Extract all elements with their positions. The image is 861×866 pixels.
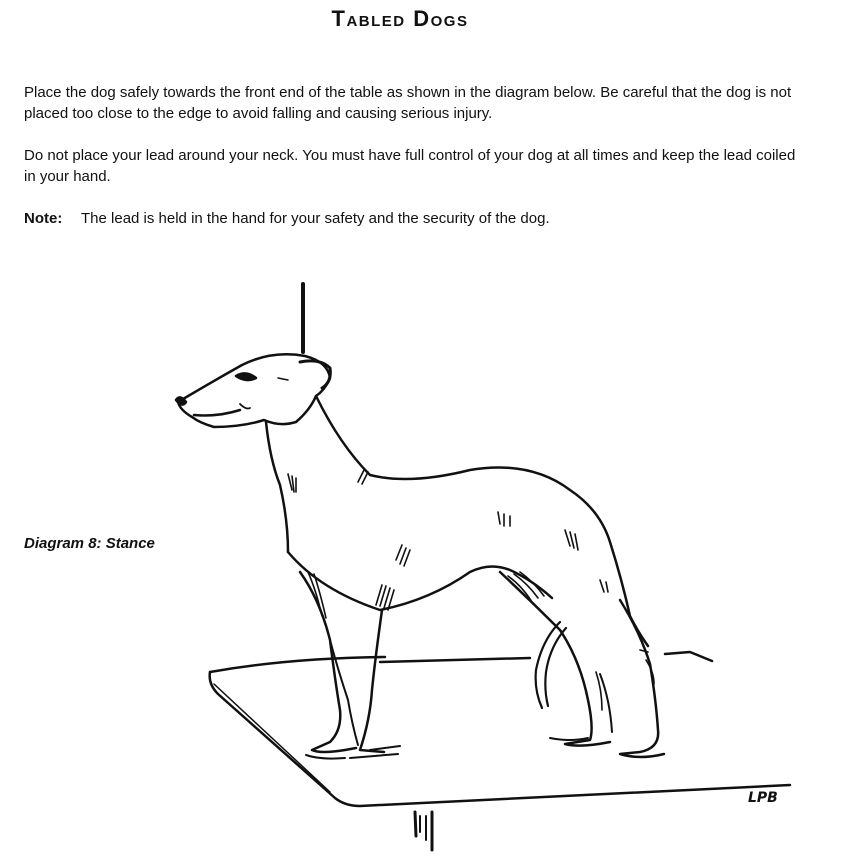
table-leg <box>415 812 432 850</box>
dog-standing-on-table-icon <box>170 280 810 860</box>
dog-neck-front <box>266 422 288 552</box>
dog-ear <box>300 361 330 388</box>
note-label: Note: <box>24 210 63 227</box>
table-front-rim <box>214 684 330 792</box>
table-back-edge <box>210 657 530 672</box>
safety-note <box>24 208 804 229</box>
dog-front-leg-right <box>360 610 384 752</box>
page-title: Tabled Dogs <box>331 6 469 31</box>
dog-front-leg-left <box>300 572 356 752</box>
artist-signature: LPB <box>748 790 778 806</box>
dog-nose <box>176 397 186 404</box>
table-back-edge-right <box>665 652 712 661</box>
dog-rear-leg-right <box>620 600 664 757</box>
dog-tail <box>536 622 566 708</box>
instruction-paragraph-lead: Do not place your lead around your neck. You must have full control of your dog at all times and keep the lead coiled in your hand. <box>24 147 796 185</box>
dog-back <box>316 396 648 646</box>
instruction-paragraph-placement: Place the dog safely towards the front end of the table as shown in the diagram below. Be careful that the dog is not placed too close to the edge to avoid falling and causing serious injury. <box>24 84 792 122</box>
diagram-caption: Diagram 8: Stance <box>24 535 155 552</box>
note-text: The lead is held in the hand for your safety and the security of the dog. <box>81 210 550 227</box>
dog-belly <box>288 552 552 610</box>
table-top <box>210 672 790 806</box>
dog-eye <box>236 373 256 380</box>
